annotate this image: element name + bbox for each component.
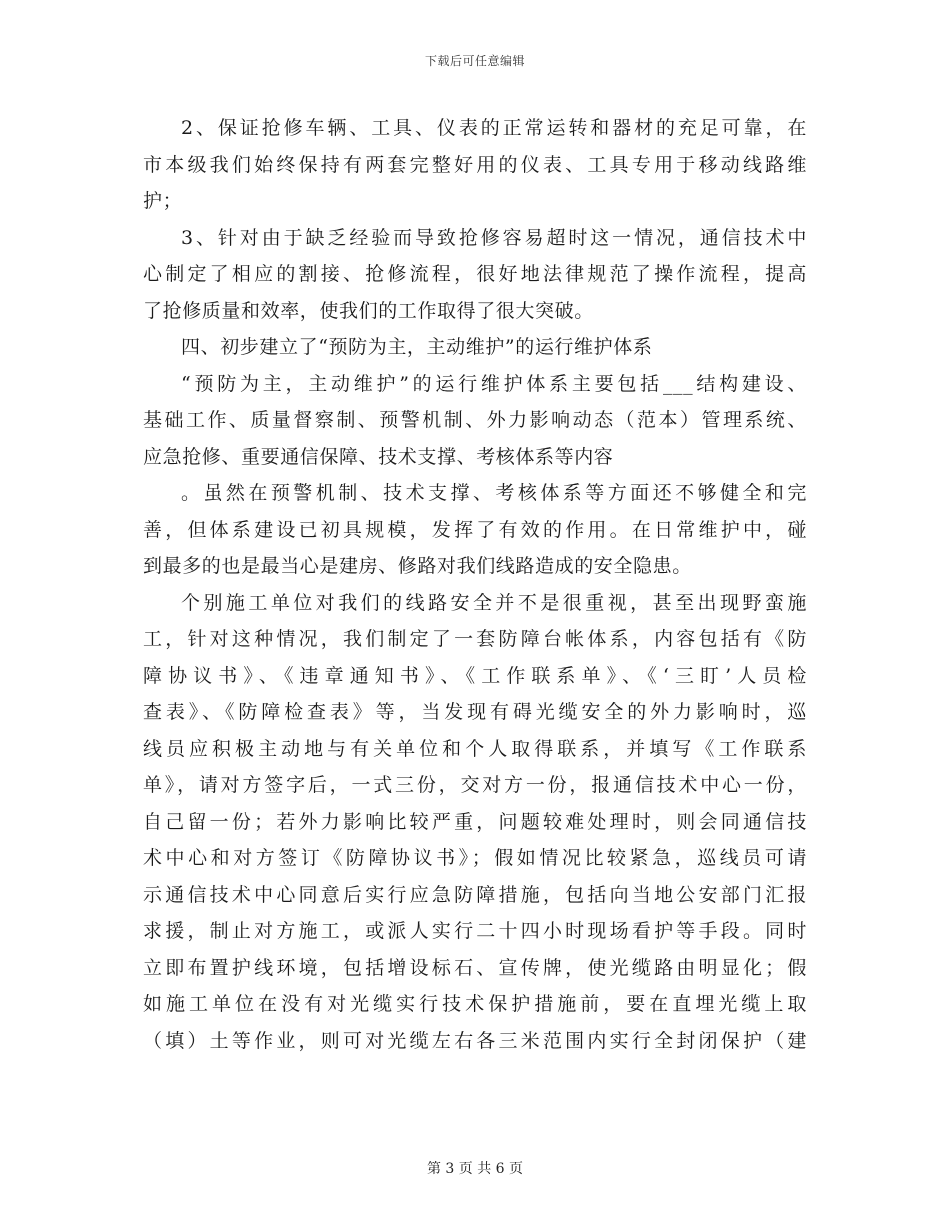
text-line: 到最多的也是最当心是建房、修路对我们线路造成的安全隐患。	[143, 555, 692, 577]
text-line: 善，但体系建设已初具规模，发挥了有效的作用。在日常维护中，碰	[143, 518, 807, 541]
text-line: 心制定了相应的割接、抢修流程，很好地法律规范了操作流程，提高	[143, 263, 807, 285]
text-line: 2、保证抢修车辆、工具、仪表的正常运转和器材的充足可靠，在	[181, 117, 807, 139]
text-line: 3、针对由于缺乏经验而导致抢修容易超时这一情况，通信技术中	[181, 226, 807, 249]
text-line: 示通信技术中心同意后实行应急防障措施，包括向当地公安部门汇报	[143, 883, 807, 906]
text-line: 查表》、《防障检查表》等，当发现有碍光缆安全的外力影响时，巡	[143, 701, 807, 723]
text-line: “预防为主，主动维护”的运行维护体系主要包括___结构建设、	[181, 372, 807, 395]
text-line: 术中心和对方签订《防障协议书》；假如情况比较紧急，巡线员可请	[143, 847, 807, 869]
text-line: 个别施工单位对我们的线路安全并不是很重视，甚至出现野蛮施	[181, 591, 807, 614]
text-line: 如施工单位在没有对光缆实行技术保护措施前，要在直埋光缆上取	[143, 993, 807, 1015]
text-line: 障协议书》、《违章通知书》、《工作联系单》、《‘三盯’人员检	[143, 664, 807, 687]
text-line: 基础工作、质量督察制、预警机制、外力影响动态（范本）管理系统、	[143, 409, 807, 431]
text-line: 工，针对这种情况，我们制定了一套防障台帐体系，内容包括有《防	[143, 628, 807, 650]
page-footer: 第 3 页 共 6 页	[426, 1161, 524, 1177]
section-heading: 四、初步建立了“预防为主，主动维护”的运行维护体系	[181, 336, 653, 358]
text-line: 护；	[143, 190, 183, 212]
text-line: 市本级我们始终保持有两套完整好用的仪表、工具专用于移动线路维	[143, 153, 807, 176]
text-line: 了抢修质量和效率，使我们的工作取得了很大突破。	[143, 299, 594, 322]
text-line: 立即布置护线环境，包括增设标石、宣传牌，使光缆路由明显化；假	[143, 956, 807, 979]
text-line: 求援，制止对方施工，或派人实行二十四小时现场看护等手段。同时	[143, 920, 807, 942]
text-line: （填）土等作业，则可对光缆左右各三米范围内实行全封闭保护（建	[143, 1029, 807, 1052]
text-line: 应急抢修、重要通信保障、技术支撑、考核体系等内容	[143, 445, 614, 468]
page-header: 下载后可任意编辑	[424, 54, 525, 68]
text-line: 线员应积极主动地与有关单位和个人取得联系，并填写《工作联系	[143, 737, 807, 760]
document-body	[143, 110, 807, 1059]
text-line: 自己留一份；若外力影响比较严重，问题较难处理时，则会同通信技	[143, 810, 807, 833]
text-line: 。虽然在预警机制、技术支撑、考核体系等方面还不够健全和完	[181, 482, 807, 504]
text-line: 单》，请对方签字后，一式三份，交对方一份，报通信技术中心一份，	[143, 774, 807, 796]
